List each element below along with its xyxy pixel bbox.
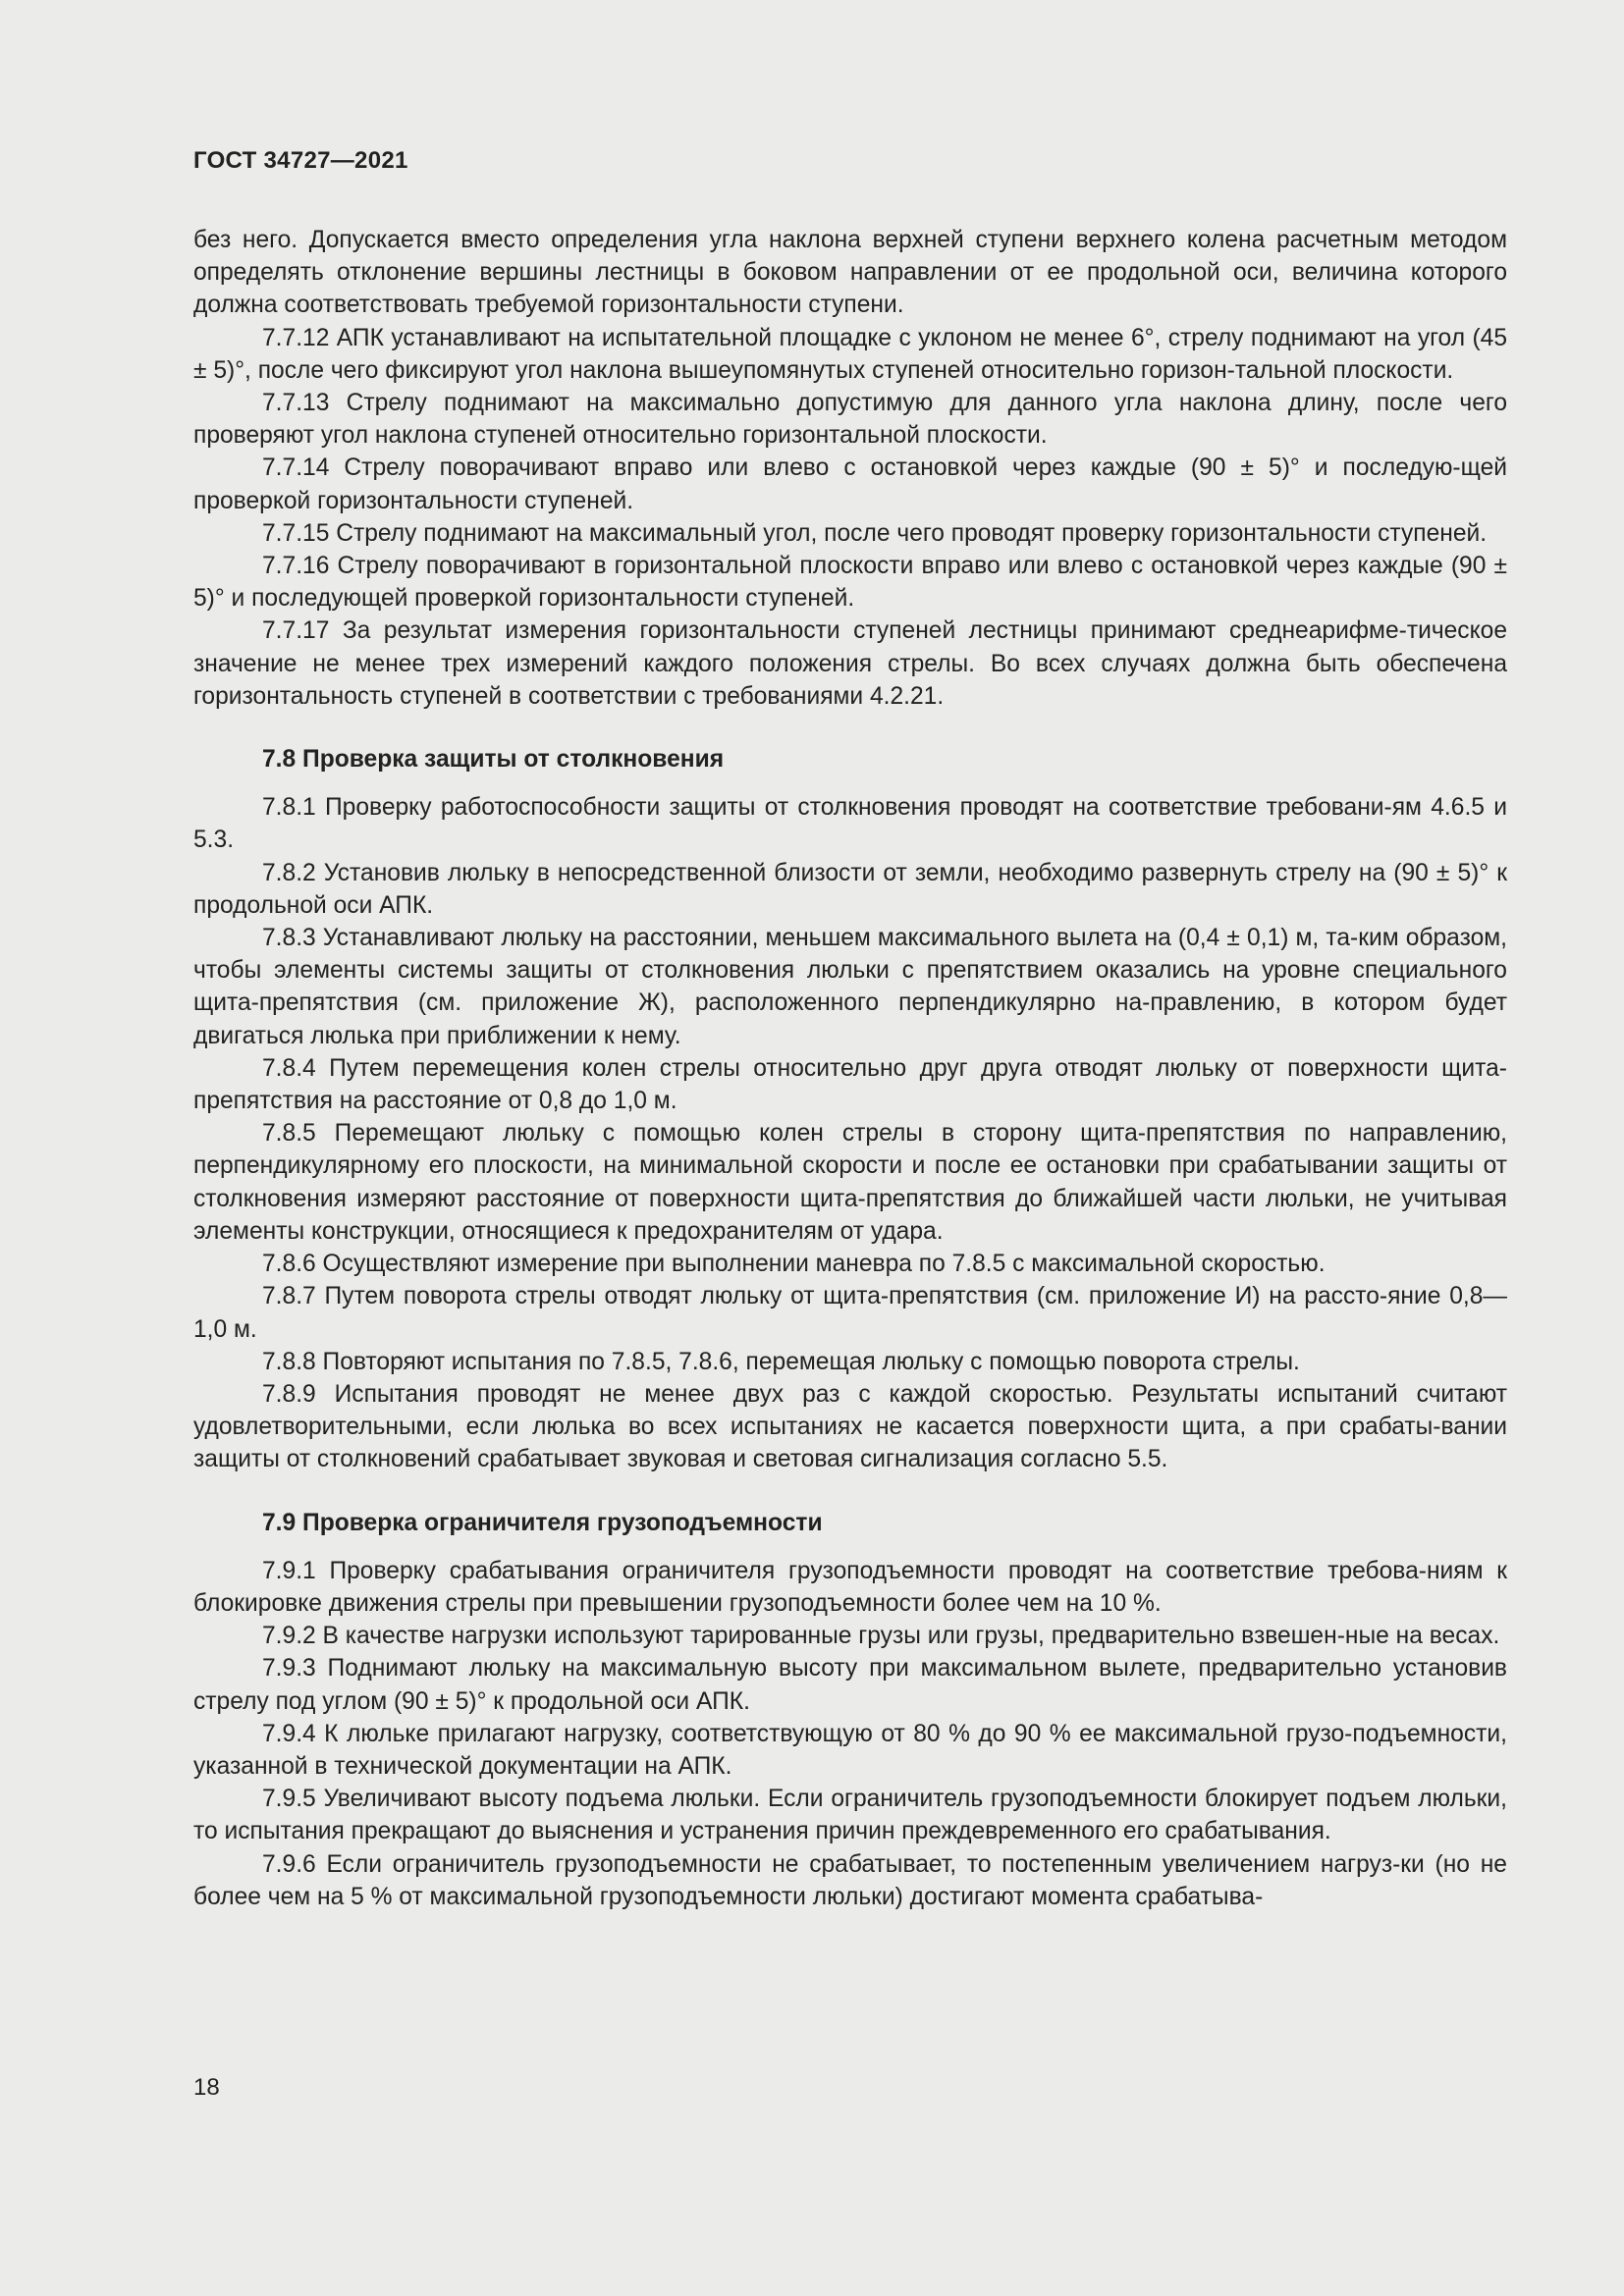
paragraph-7-9-2: 7.9.2 В качестве нагрузки используют тарированные грузы или грузы, предварительно взвешен-ные на весах. bbox=[262, 1623, 1500, 1650]
paragraph-7-7-15: 7.7.15 Стрелу поднимают на максимальный угол, после чего проводят проверку горизонтальности ступеней. bbox=[262, 519, 1488, 547]
paragraph-7-7-12: 7.7.12 АПК устанавливают на испытательной площадке с уклоном не менее 6°, стрелу поднимают на угол (45 ± 5)°, после чего фиксируют угол наклона вышеупомянутых ступеней относительно горизон-тальной плоскости. bbox=[193, 324, 1507, 384]
paragraph-7-9-1: 7.9.1 Проверку срабатывания ограничителя грузоподъемности проводят на соответствие требова-ниям к блокировке движения стрелы при превышении грузоподъемности более чем на 10 %. bbox=[193, 1557, 1507, 1617]
paragraph-7-9-6: 7.9.6 Если ограничитель грузоподъемности не срабатывает, то постепенным увеличением нагруз-ки (но не более чем на 5 % от максимальной грузоподъемности люльки) достигают момента срабатыва- bbox=[193, 1850, 1507, 1910]
paragraph-7-8-4: 7.8.4 Путем перемещения колен стрелы относительно друг друга отводят люльку от поверхности щита-препятствия на расстояние от 0,8 до 1,0 м. bbox=[193, 1054, 1507, 1115]
document-body bbox=[193, 224, 1507, 1913]
paragraph-7-8-7: 7.8.7 Путем поворота стрелы отводят люльку от щита-препятствия (см. приложение И) на рассто-яние 0,8—1,0 м. bbox=[193, 1283, 1507, 1343]
section-heading-7-8: 7.8 Проверка защиты от столкновения bbox=[262, 746, 725, 774]
paragraph-7-9-3: 7.9.3 Поднимают люльку на максимальную высоту при максимальном вылете, предварительно установив стрелу под углом (90 ± 5)° к продольной оси АПК. bbox=[193, 1655, 1507, 1715]
document-header: ГОСТ 34727—2021 bbox=[193, 147, 408, 174]
paragraph-7-8-5: 7.8.5 Перемещают люльку с помощью колен стрелы в сторону щита-препятствия по направлению, перпендикулярному его плоскости, на минимальной скорости и после ее остановки при срабатывании защиты от столкновения измеряют расстояние от поверхности щита-препятствия до ближайшей части люльки, не учитывая элементы конструкции, относящиеся к предохранителям от удара. bbox=[193, 1120, 1507, 1245]
paragraph-7-7-13: 7.7.13 Стрелу поднимают на максимально допустимую для данного угла наклона длину, после чего проверяют угол наклона ступеней относительно горизонтальной плоскости. bbox=[193, 390, 1507, 450]
paragraph-7-8-6: 7.8.6 Осуществляют измерение при выполнении маневра по 7.8.5 с максимальной скоростью. bbox=[262, 1251, 1326, 1278]
page-number: 18 bbox=[193, 2074, 220, 2101]
section-heading-7-9: 7.9 Проверка ограничителя грузоподъемности bbox=[262, 1509, 823, 1536]
paragraph-7-8-1: 7.8.1 Проверку работоспособности защиты от столкновения проводят на соответствие требовани-ям 4.6.5 и 5.3. bbox=[193, 794, 1507, 854]
paragraph-7-7-14: 7.7.14 Стрелу поворачивают вправо или влево с остановкой через каждые (90 ± 5)° и последую-щей проверкой горизонтальности ступеней. bbox=[193, 454, 1507, 514]
paragraph-7-8-9: 7.8.9 Испытания проводят не менее двух раз с каждой скоростью. Результаты испытаний считают удовлетворительными, если люлька во всех испытаниях не касается поверхности щита, а при срабаты-вании защиты от столкновений срабатывает звуковая и световая сигнализация согласно 5.5. bbox=[193, 1380, 1507, 1473]
paragraph-7-8-8: 7.8.8 Повторяют испытания по 7.8.5, 7.8.6, перемещая люльку с помощью поворота стрелы. bbox=[262, 1348, 1300, 1375]
paragraph-continuation: без него. Допускается вместо определения угла наклона верхней ступени верхнего колена расчетным методом определять отклонение вершины лестницы в боковом направлении от ее продольной оси, величина которого должна соответствовать требуемой горизонтальности ступени. bbox=[193, 227, 1507, 319]
paragraph-7-9-4: 7.9.4 К люльке прилагают нагрузку, соответствующую от 80 % до 90 % ее максимальной грузо-подъемности, указанной в технической документации на АПК. bbox=[193, 1720, 1507, 1780]
paragraph-7-8-2: 7.8.2 Установив люльку в непосредственной близости от земли, необходимо развернуть стрелу на (90 ± 5)° к продольной оси АПК. bbox=[193, 859, 1507, 919]
paragraph-7-7-17: 7.7.17 За результат измерения горизонтальности ступеней лестницы принимают среднеарифме-тическое значение не менее трех измерений каждого положения стрелы. Во всех случаях должна быть обеспечена горизонтальность ступеней в соответствии с требованиями 4.2.21. bbox=[193, 617, 1507, 710]
paragraph-7-7-16: 7.7.16 Стрелу поворачивают в горизонтальной плоскости вправо или влево с остановкой через каждые (90 ± 5)° и последующей проверкой горизонтальности ступеней. bbox=[193, 553, 1507, 613]
paragraph-7-9-5: 7.9.5 Увеличивают высоту подъема люльки. Если ограничитель грузоподъемности блокирует подъем люльки, то испытания прекращают до выяснения и устранения причин преждевременного его срабатывания. bbox=[193, 1786, 1507, 1845]
paragraph-7-8-3: 7.8.3 Устанавливают люльку на расстоянии, меньшем максимального вылета на (0,4 ± 0,1) м, та-ким образом, чтобы элементы системы защиты от столкновения люльки с препятствием оказались на уровне специального щита-препятствия (см. приложение Ж), расположенного перпендикулярно на-правлению, в котором будет двигаться люлька при приближении к нему. bbox=[193, 925, 1507, 1049]
